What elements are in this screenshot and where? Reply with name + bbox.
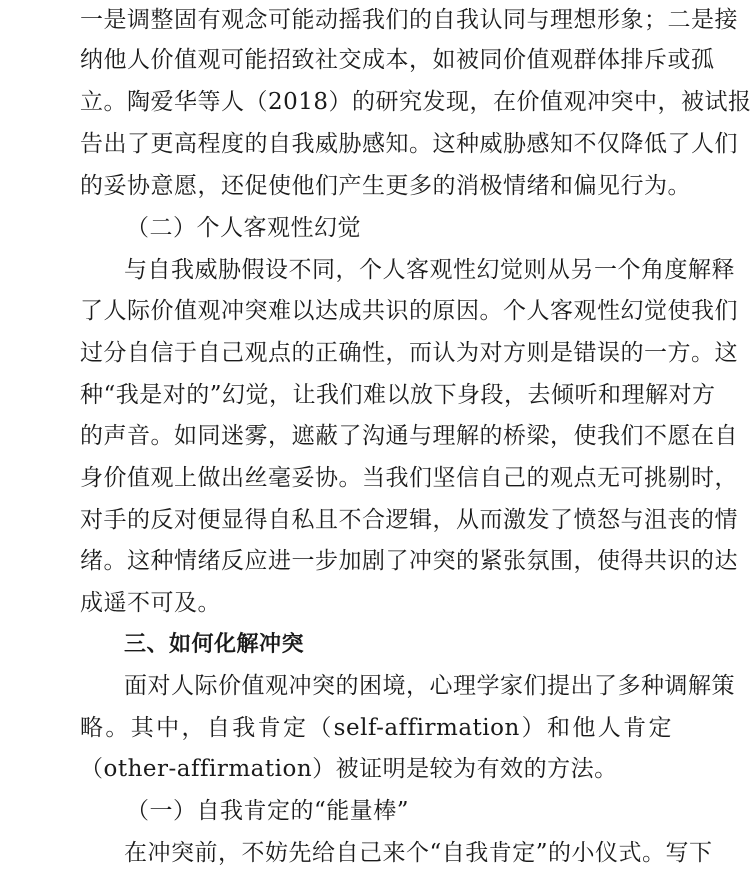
section-heading: 三、如何化解冲突 [124, 632, 305, 657]
body-line: 成遥不可及。 [80, 590, 221, 616]
body-line: 略。其中，自我肯定（self-affirmation）和他人肯定 [80, 715, 672, 741]
body-line: 纳他人价值观可能招致社交成本，如被同价值观群体排斥或孤 [80, 47, 715, 73]
body-line: 身价值观上做出丝毫妥协。当我们坚信自己的观点无可挑剔时， [80, 465, 738, 491]
body-line: 了人际价值观冲突难以达成共识的原因。个人客观性幻觉使我们 [80, 298, 738, 324]
body-line: 的妥协意愿，还促使他们产生更多的消极情绪和偏见行为。 [80, 173, 691, 199]
subheading: （二）个人客观性幻觉 [126, 215, 361, 241]
body-line: 对手的反对便显得自私且不合逻辑，从而激发了愤怒与沮丧的情 [80, 507, 738, 533]
body-line: 绪。这种情绪反应进一步加剧了冲突的紧张氛围，使得共识的达 [80, 548, 738, 574]
body-line: （other-affirmation）被证明是较为有效的方法。 [80, 756, 618, 782]
body-line: 与自我威胁假设不同，个人客观性幻觉则从另一个角度解释 [124, 257, 735, 283]
subheading: （一）自我肯定的“能量棒” [126, 798, 410, 824]
body-line: 的声音。如同迷雾，遮蔽了沟通与理解的桥梁，使我们不愿在自 [80, 423, 738, 449]
body-line: 在冲突前，不妨先给自己来个“自我肯定”的小仪式。写下 [124, 840, 713, 866]
body-line: 一是调整固有观念可能动摇我们的自我认同与理想形象；二是接 [80, 7, 738, 33]
body-line: 告出了更高程度的自我威胁感知。这种威胁感知不仅降低了人们 [80, 131, 738, 157]
body-line: 过分自信于自己观点的正确性，而认为对方则是错误的一方。这 [80, 340, 738, 366]
body-line: 面对人际价值观冲突的困境，心理学家们提出了多种调解策 [124, 673, 735, 699]
body-line: 立。陶爱华等人（2018）的研究发现，在价值观冲突中，被试报 [80, 89, 752, 115]
body-line: 种“我是对的”幻觉，让我们难以放下身段，去倾听和理解对方 [80, 382, 716, 408]
